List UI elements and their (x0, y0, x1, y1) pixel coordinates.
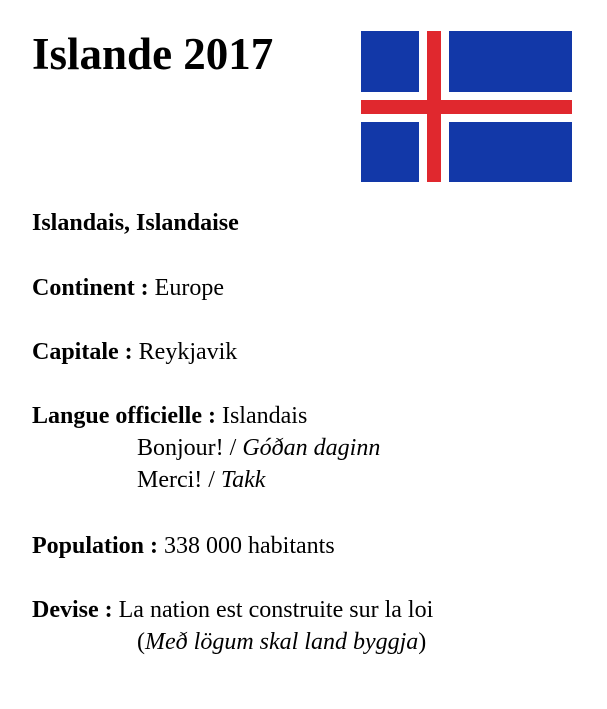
motto-translation-row (137, 630, 426, 654)
continent-value: Europe (154, 275, 224, 301)
iceland-flag (361, 31, 572, 182)
phrase-thanks (137, 468, 265, 492)
language-label: Langue officielle : (32, 403, 216, 429)
capital-value: Reykjavik (138, 339, 238, 365)
capital-label: Capitale : (32, 339, 133, 365)
capital-row (32, 340, 237, 364)
phrase-thanks-french: Merci! (137, 467, 203, 493)
language-value: Islandais (221, 403, 308, 429)
phrase-thanks-separator: / (202, 467, 221, 493)
phrase-hello-icelandic: Góðan daginn (242, 435, 381, 461)
language-row (32, 404, 307, 428)
phrase-hello-french: Bonjour! (137, 435, 224, 461)
flag-cross-horizontal (361, 100, 572, 114)
phrase-hello (137, 436, 380, 460)
population-label: Population : (32, 533, 159, 559)
motto-translation: Með lögum skal land byggja (145, 629, 419, 655)
population-row (32, 534, 335, 558)
continent-label: Continent : (32, 275, 149, 301)
phrase-thanks-icelandic: Takk (220, 467, 266, 493)
motto-value: La nation est construite sur la loi (118, 597, 434, 623)
demonym: Islandais, Islandaise (32, 210, 239, 236)
motto-label: Devise : (32, 597, 113, 623)
motto-row (32, 598, 433, 622)
motto-open-paren: ( (137, 629, 145, 655)
population-value: 338 000 habitants (164, 533, 335, 559)
phrase-hello-separator: / (223, 435, 243, 461)
page-title: Islande 2017 (32, 29, 274, 79)
motto-close-paren: ) (418, 629, 427, 655)
continent-row (32, 276, 224, 300)
